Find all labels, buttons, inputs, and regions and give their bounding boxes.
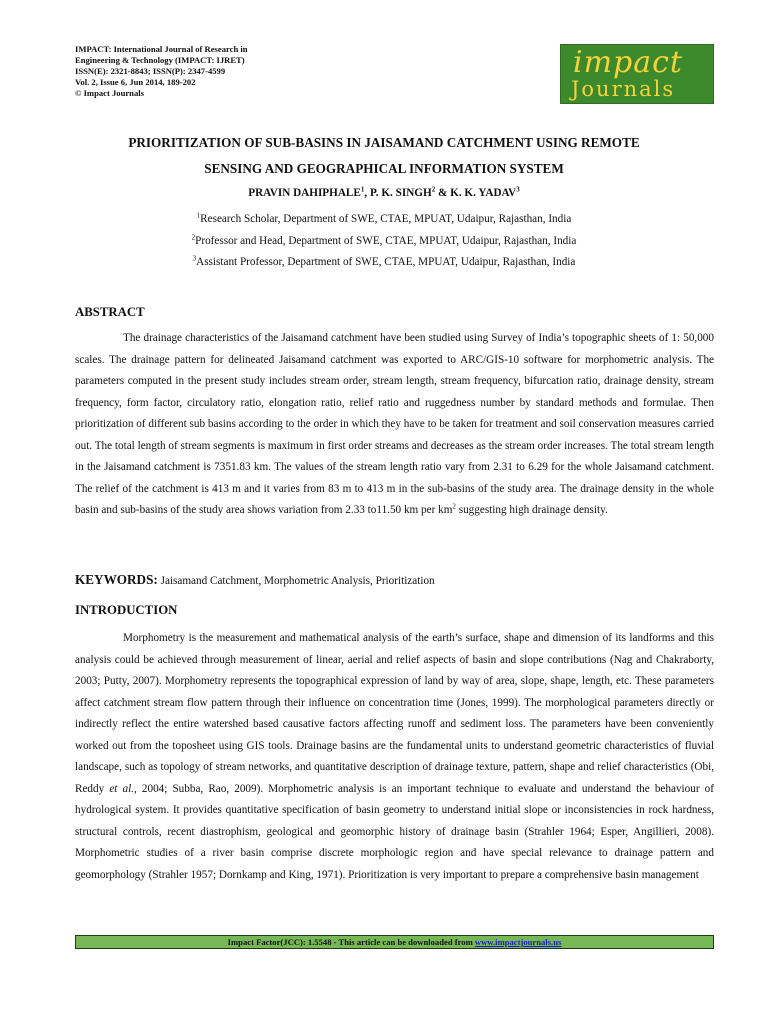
abstract-heading: ABSTRACT	[75, 305, 145, 319]
title-line-1: PRIORITIZATION OF SUB-BASINS IN JAISAMAND CATCHMENT USING REMOTE	[128, 135, 640, 150]
keywords-text: Jaisamand Catchment, Morphometric Analysis, Prioritization	[157, 575, 435, 587]
volume-issue-line: Vol. 2, Issue 6, Jun 2014, 189-202	[75, 77, 196, 87]
affiliation-line	[60, 252, 708, 274]
journal-name-line-2: Engineering & Technology (IMPACT: IJRET)	[75, 55, 245, 65]
author-name: PRAVIN DAHIPHALE	[248, 187, 361, 199]
affiliation-text: Professor and Head, Department of SWE, CTAE, MPUAT, Udaipur, Rajasthan, India	[195, 234, 577, 247]
keywords	[75, 572, 714, 589]
author-mark: 1	[360, 185, 365, 194]
logo-word-impact: impact	[573, 45, 683, 80]
abstract-tail: suggesting high drainage density.	[455, 504, 608, 516]
journal-website-link[interactable]: www.impactjournals.us	[474, 937, 562, 947]
introduction-body-part-2: 2004; Subba, Rao, 2009). Morphometric analysis is an important technique to evaluate and understand the behaviour of hydrological system. It provides quantitative specification of basin geometry to understand initial slope or inconsistencies in rock hardness, structural controls, recent diastrophism, geological and geomorphic history of drainage basin (Strahler 1964; Esper, Angillieri, 2008). Morphometric studies of a river basin comprise discrete morphologic region and have special relevance to drainage pattern and geomorphology (Strahler 1957; Dornkamp and King, 1971). Prioritization is very important to prepare a comprehensive basin management	[75, 782, 714, 881]
author-separator: &	[435, 187, 451, 199]
author-mark: 3	[516, 185, 520, 194]
logo-word-journals: Journals	[571, 77, 676, 101]
author-name: K. K. YADAV	[450, 187, 517, 199]
page-footer	[75, 935, 714, 949]
affiliation-text: Research Scholar, Department of SWE, CTAE, MPUAT, Udaipur, Rajasthan, India	[200, 213, 572, 225]
issn-line: ISSN(E): 2321-8843; ISSN(P): 2347-4599	[75, 66, 226, 76]
abstract-body: The drainage characteristics of the Jaisamand catchment have been studied using Survey of India’s topographic sheets of 1: 50,000 scales. The drainage pattern for delineated Jaisamand catchment was exported to ARC/GIS-10 software for morphometric analysis. The parameters computed in the present study includes stream order, stream length, stream frequency, bifurcation ratio, drainage density, stream frequency, form factor, circulatory ratio, elongation ratio, relief ratio and ruggedness number by standard methods and formulae. Then prioritization of different sub basins according to the order in which they have to be taken for treatment and soil conservation measures carried out. The total length of stream segments is maximum in first order streams and decreases as the stream order increases. The total stream length in the Jaisamand catchment is 7351.83 km. The values of the stream length ratio vary from 2.31 to 6.29 for the whole Jaisamand catchment. The relief of the catchment is 413 m and it varies from 83 m to 413 m in the sub-basins of the study area. The drainage density in the whole basin and sub-basins of the study area shows variation from 2.33 to11.50 km per km	[75, 332, 714, 516]
keywords-label: KEYWORDS:	[75, 572, 158, 587]
copyright-line: © Impact Journals	[75, 88, 144, 98]
affiliation-mark: 1	[196, 211, 201, 220]
affiliations	[60, 209, 708, 274]
affiliation-line	[60, 231, 708, 253]
introduction-text	[75, 628, 714, 886]
abstract-text	[75, 328, 714, 522]
introduction-heading: INTRODUCTION	[75, 603, 178, 617]
author-mark: 2	[431, 185, 436, 194]
introduction-et-al: et al.,	[109, 782, 137, 795]
journal-info	[75, 44, 335, 99]
impact-journals-logo	[560, 44, 714, 104]
introduction-body-part-1: Morphometry is the measurement and mathematical analysis of the earth’s surface, shape and dimension of its landforms and this analysis could be achieved through measurement of linear, aerial and relief aspects of basin and slope contributions (Nag and Chakraborty, 2003; Putty, 2007). Morphometry represents the topographical expression of land by way of area, slope, shape, length, etc. These parameters affect catchment stream flow pattern through their influence on concentration time (Jones, 1999). The morphological parameters directly or indirectly reflect the entire watershed based causative factors affecting runoff and sediment loss. The parameters have been conveniently worked out from the toposheet using GIS tools. Drainage basins are the fundamental units to understand geometric characteristics of fluvial landscape, such as topology of stream networks, and quantitative description of drainage texture, pattern, shape and relief characteristics (Obi, Reddy	[75, 632, 714, 795]
paper-title	[60, 130, 708, 182]
author-list	[60, 185, 708, 201]
title-line-2: SENSING AND GEOGRAPHICAL INFORMATION SYSTEM	[204, 161, 564, 176]
journal-name-line-1: IMPACT: International Journal of Research in	[75, 44, 248, 54]
author-name: P. K. SINGH	[369, 187, 432, 199]
abstract-superscript: 2	[452, 502, 456, 511]
affiliation-text: Assistant Professor, Department of SWE, CTAE, MPUAT, Udaipur, Rajasthan, India	[196, 256, 576, 268]
affiliation-mark: 2	[191, 232, 196, 241]
author-separator: ,	[364, 187, 370, 199]
affiliation-mark: 3	[192, 254, 197, 263]
footer-text: Impact Factor(JCC): 1.5548 - This article can be downloaded from	[227, 937, 475, 947]
affiliation-line	[60, 209, 708, 231]
